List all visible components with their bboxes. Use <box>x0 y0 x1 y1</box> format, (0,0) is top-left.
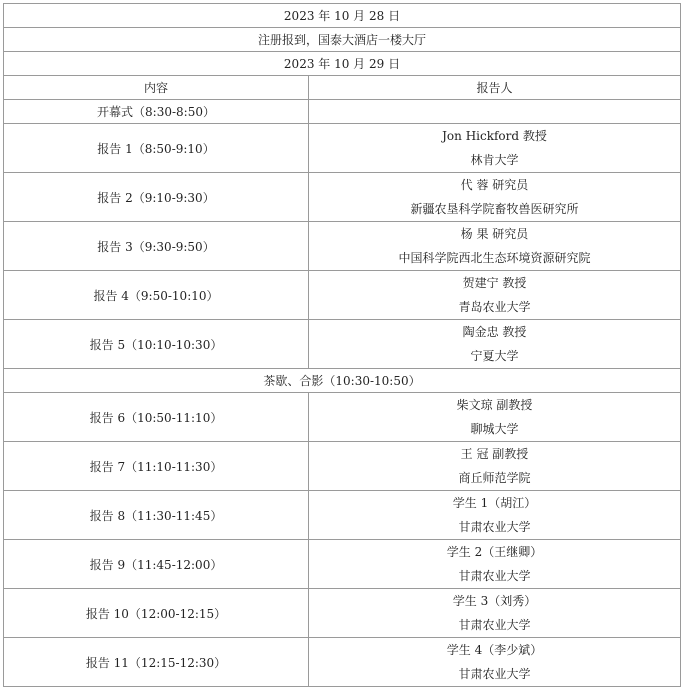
speaker-name: 学生 4（李少斌） <box>446 643 543 657</box>
talk-title: 报告 8（11:30-11:45） <box>4 491 309 540</box>
speaker-org: 宁夏大学 <box>470 349 519 363</box>
speaker-org: 甘肃农业大学 <box>458 520 531 534</box>
talk-speaker-cell <box>309 271 681 320</box>
table-row <box>4 491 681 540</box>
speaker-name: 学生 1（胡江） <box>452 496 537 510</box>
speaker-name: 柴文琼 副教授 <box>456 398 533 412</box>
table-row <box>4 124 681 173</box>
speaker-org: 新疆农垦科学院畜牧兽医研究所 <box>410 202 579 216</box>
speaker-name: 学生 2（王继卿） <box>446 545 543 559</box>
table-row <box>4 442 681 491</box>
talk-title: 报告 2（9:10-9:30） <box>4 173 309 222</box>
talk-title: 报告 1（8:50-9:10） <box>4 124 309 173</box>
day1-note-row <box>4 28 681 52</box>
talk-title: 报告 6（10:50-11:10） <box>4 393 309 442</box>
day2-date: 2023 年 10 月 29 日 <box>4 52 681 76</box>
speaker-org: 中国科学院西北生态环境资源研究院 <box>398 251 591 265</box>
schedule-body <box>4 4 681 687</box>
table-row <box>4 222 681 271</box>
talk-speaker-cell <box>309 638 681 687</box>
speaker-name: 杨 果 研究员 <box>460 227 529 241</box>
talk-speaker-cell <box>309 540 681 589</box>
talk-title: 报告 10（12:00-12:15） <box>4 589 309 638</box>
talk-title: 报告 7（11:10-11:30） <box>4 442 309 491</box>
talk-title: 报告 3（9:30-9:50） <box>4 222 309 271</box>
speaker-org: 聊城大学 <box>470 422 519 436</box>
speaker-org: 青岛农业大学 <box>458 300 531 314</box>
talk-title: 报告 11（12:15-12:30） <box>4 638 309 687</box>
speaker-name: 贺建宁 教授 <box>462 276 527 290</box>
talk-speaker-cell <box>309 320 681 369</box>
schedule-table <box>3 3 681 687</box>
break-label: 茶歇、合影（10:30-10:50） <box>4 369 681 393</box>
speaker-org: 甘肃农业大学 <box>458 618 531 632</box>
speaker-org: 甘肃农业大学 <box>458 667 531 681</box>
header-speaker: 报告人 <box>309 76 681 100</box>
table-row <box>4 589 681 638</box>
opening-speaker-empty <box>309 100 681 124</box>
day1-date-row <box>4 4 681 28</box>
header-row <box>4 76 681 100</box>
talk-title: 报告 9（11:45-12:00） <box>4 540 309 589</box>
header-content: 内容 <box>4 76 309 100</box>
talk-speaker-cell <box>309 442 681 491</box>
day2-date-row <box>4 52 681 76</box>
talk-speaker-cell <box>309 393 681 442</box>
table-row <box>4 320 681 369</box>
talk-speaker-cell <box>309 491 681 540</box>
table-row <box>4 271 681 320</box>
talk-title: 报告 4（9:50-10:10） <box>4 271 309 320</box>
talk-title: 报告 5（10:10-10:30） <box>4 320 309 369</box>
table-row <box>4 540 681 589</box>
talk-speaker-cell <box>309 589 681 638</box>
speaker-org: 甘肃农业大学 <box>458 569 531 583</box>
speaker-name: 王 冠 副教授 <box>460 447 529 461</box>
break-row <box>4 369 681 393</box>
speaker-name: 陶金忠 教授 <box>462 325 527 339</box>
talk-speaker-cell <box>309 173 681 222</box>
talk-speaker-cell <box>309 124 681 173</box>
table-row <box>4 638 681 687</box>
talk-speaker-cell <box>309 222 681 271</box>
speaker-org: 林肯大学 <box>470 153 519 167</box>
opening-label: 开幕式（8:30-8:50） <box>4 100 309 124</box>
table-row <box>4 393 681 442</box>
speaker-name: Jon Hickford 教授 <box>442 129 547 143</box>
speaker-org: 商丘师范学院 <box>458 471 531 485</box>
opening-row <box>4 100 681 124</box>
speaker-name: 代 蓉 研究员 <box>460 178 529 192</box>
day1-date: 2023 年 10 月 28 日 <box>4 4 681 28</box>
table-row <box>4 173 681 222</box>
day1-note: 注册报到，国泰大酒店一楼大厅 <box>4 28 681 52</box>
speaker-name: 学生 3（刘秀） <box>452 594 537 608</box>
